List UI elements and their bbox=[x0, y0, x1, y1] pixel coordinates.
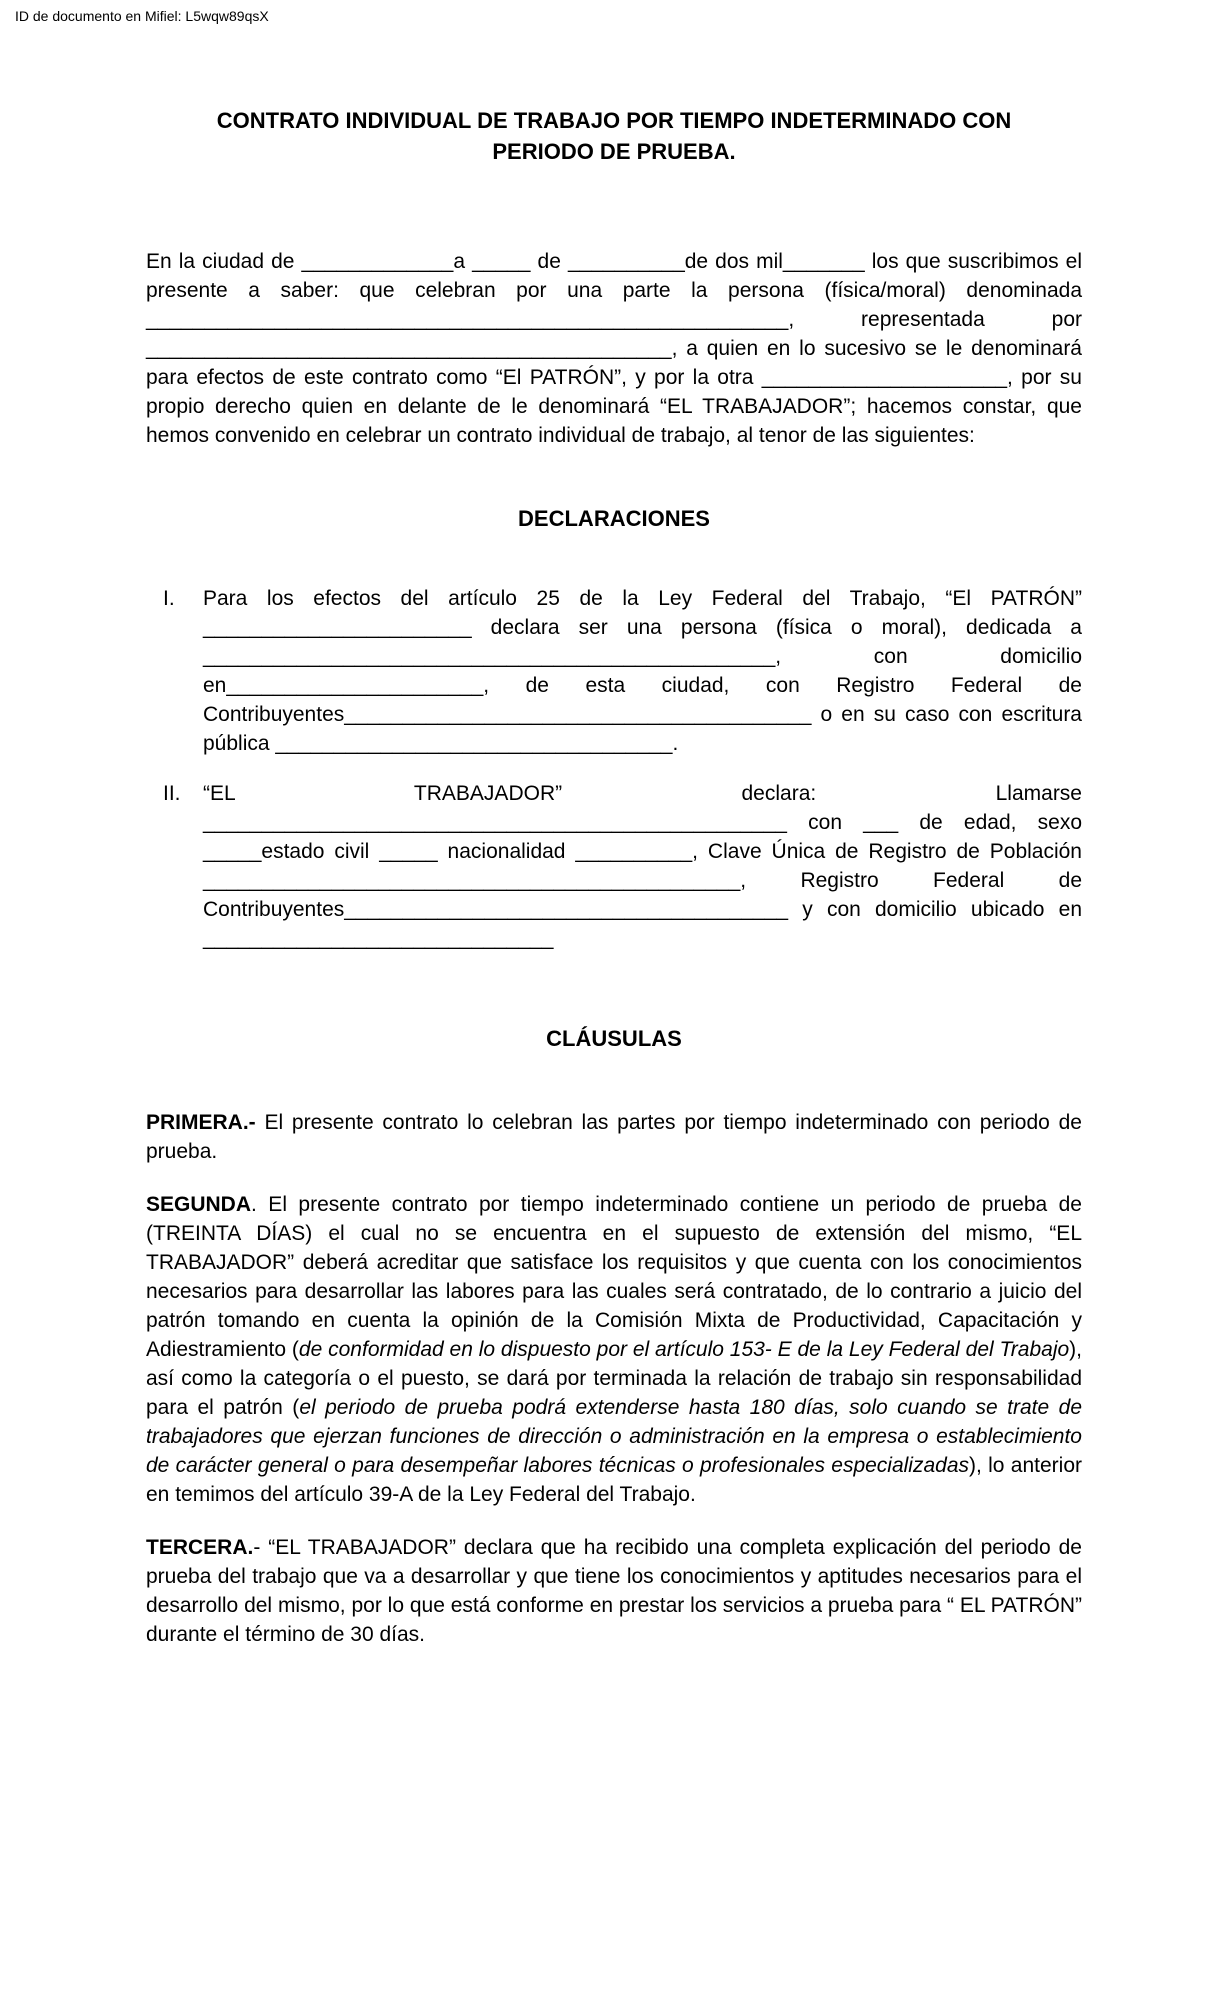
document-title bbox=[146, 105, 1082, 167]
clause-tercera bbox=[146, 1533, 1082, 1649]
document-body bbox=[146, 0, 1082, 1649]
clause-segunda-italic-2: el periodo de prueba podrá extenderse hasta 180 días, solo cuando se trate de trabajadores que ejerzan funciones de dirección o administración en la empresa o establecimiento de carácter general o para desempeñar labores técnicas o profesionales especializadas bbox=[146, 1396, 1082, 1477]
document-title-line-1: CONTRATO INDIVIDUAL DE TRABAJO POR TIEMPO INDETERMINADO CON bbox=[216, 108, 1012, 133]
intro-paragraph: En la ciudad de _____________a _____ de __________de dos mil_______ los que suscribimos el presente a saber: que celebran por una parte la persona (física/moral) denominada _______________________________________________________, representada por _____________________________________________, a quien en lo sucesivo se le denominará para efectos de este contrato como “El PATRÓN”, y por la otra _____________________, por su propio derecho quien en delante de le denominará “EL TRABAJADOR”; hacemos constar, que hemos convenido en celebrar un contrato individual de trabajo, al tenor de las siguientes: bbox=[146, 250, 1082, 447]
declaration-item-2-text: “EL TRABAJADOR” declara: Llamarse __________________________________________________ con ___ de edad, sexo _____estado civil _____ nacionalidad __________, Clave Única de Registro de Población ______________________________________________, Registro Federal de Contribuyentes______________________________________ y con domicilio ubicado en ______________________________ bbox=[203, 782, 1082, 950]
clause-segunda-italic-1: de conformidad en lo dispuesto por el artículo 153- E de la Ley Federal del Trabajo bbox=[298, 1338, 1070, 1361]
clause-primera-label: PRIMERA.- bbox=[146, 1111, 256, 1134]
clause-segunda-text-1: . El presente contrato por tiempo indeterminado contiene un periodo de prueba de (TREINTA DÍAS) el cual no se encuentra en el supuesto de extensión del mismo, “EL TRABAJADOR” deberá acreditar que satisface los requisitos y que cuenta con los conocimientos necesarios para desarrollar las labores para las cuales será contratado, de lo contrario a juicio del patrón tomando en cuenta la opinión de la Comisión Mixta de Productividad, Capacitación y Adiestramiento ( bbox=[146, 1193, 1082, 1361]
clause-segunda bbox=[146, 1190, 1082, 1509]
clause-tercera-text: - “EL TRABAJADOR” declara que ha recibido una completa explicación del periodo de prueba del trabajo que va a desarrollar y que tiene los conocimientos y aptitudes necesarios para el desarrollo del mismo, por lo que está conforme en prestar los servicios a prueba para “ EL PATRÓN” durante el término de 30 días. bbox=[146, 1536, 1082, 1646]
clause-tercera-label: TERCERA. bbox=[146, 1536, 254, 1559]
clause-primera bbox=[146, 1108, 1082, 1166]
declarations-list bbox=[146, 584, 1082, 953]
declaration-item-2-numeral: II. bbox=[163, 782, 181, 805]
declaration-item-2 bbox=[146, 779, 1082, 953]
clause-primera-text: El presente contrato lo celebran las partes por tiempo indeterminado con periodo de prueba. bbox=[146, 1111, 1082, 1163]
declaration-item-1-numeral: I. bbox=[163, 587, 175, 610]
clauses-heading: CLÁUSULAS bbox=[546, 1026, 682, 1051]
declaration-item-1 bbox=[146, 584, 1082, 758]
document-title-line-2: PERIODO DE PRUEBA. bbox=[492, 139, 736, 164]
declaration-item-1-text: Para los efectos del artículo 25 de la Ley Federal del Trabajo, “El PATRÓN” _______________________ declara ser una persona (física o moral), dedicada a _________________________________________________, con domicilio en______________________, de esta ciudad, con Registro Federal de Contribuyentes________________________________________ o en su caso con escritura pública __________________________________. bbox=[203, 587, 1082, 755]
clause-segunda-text-2: ), así como la categoría o el puesto, se dará por terminada la relación de trabajo sin responsabilidad para el patrón ( bbox=[146, 1338, 1082, 1419]
clause-segunda-label: SEGUNDA bbox=[146, 1193, 252, 1216]
mifiel-document-id-stamp: ID de documento en Mifiel: L5wqw89qsX bbox=[15, 8, 269, 24]
clause-segunda-text-3: ), lo anterior en temimos del artículo 39-A de la Ley Federal del Trabajo. bbox=[146, 1454, 1082, 1506]
declarations-heading: DECLARACIONES bbox=[518, 506, 710, 531]
